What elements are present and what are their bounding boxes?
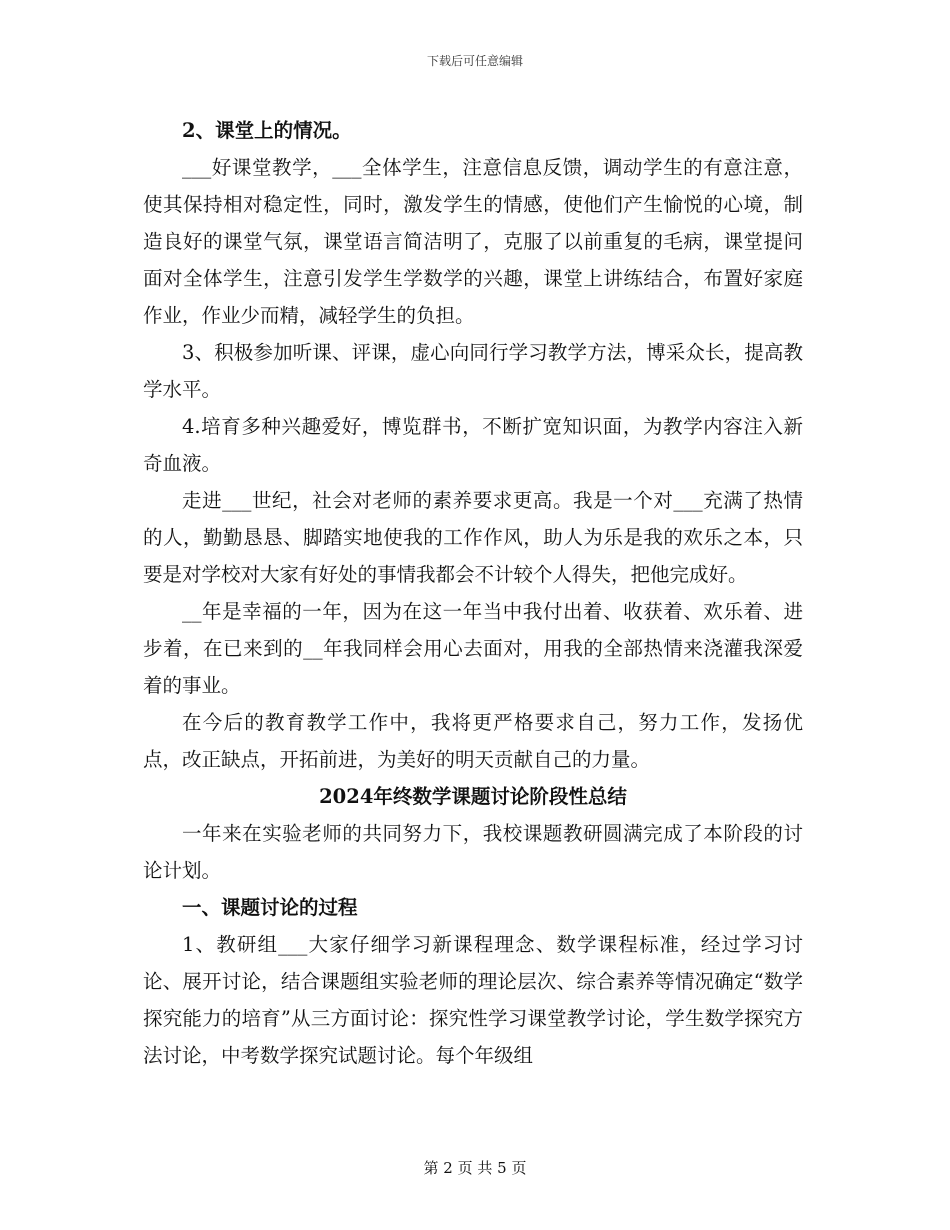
paragraph-new-century: 走进___世纪，社会对老师的素养要求更高。我是一个对___充满了热情的人，勤勤恳恳、脚踏实地使我的工作作风，助人为乐是我的欢乐之本，只要是对学校对大家有好处的事情我都会不计较个人得失，把他完成好。 (143, 489, 803, 586)
section-heading-classroom: 2、课堂上的情况。 (182, 119, 352, 142)
paragraph-happy-year: __年是幸福的一年，因为在这一年当中我付出着、收获着、欢乐着、进步着，在已来到的__年我同样会用心去面对，用我的全部热情来浇灌我深爱着的事业。 (143, 600, 803, 697)
page-number: 第 2 页 共 5 页 (423, 1159, 527, 1177)
paragraph-interests: 4.培育多种兴趣爱好，博览群书，不断扩宽知识面，为教学内容注入新奇血液。 (143, 415, 803, 475)
paragraph-lesson-observation: 3、积极参加听课、评课，虚心向同行学习教学方法，博采众长，提高教学水平。 (143, 341, 803, 401)
paragraph-intro: 一年来在实验老师的共同努力下，我校课题教研圆满完成了本阶段的讨论计划。 (143, 822, 803, 882)
paragraph-classroom-teaching: ___好课堂教学，___全体学生，注意信息反馈，调动学生的有意注意，使其保持相对稳定性，同时，激发学生的情感，使他们产生愉悦的心境，制造良好的课堂气氛，课堂语言简洁明了，克服了以前重复的毛病，课堂提问面对全体学生，注意引发学生学数学的兴趣，课堂上讲练结合，布置好家庭作业，作业少而精，减轻学生的负担。 (143, 156, 803, 327)
document-title: 2024年终数学课题讨论阶段性总结 (319, 785, 627, 808)
page-header: 下载后可任意编辑 (426, 54, 523, 68)
document-body (143, 112, 803, 1074)
section-heading-research-process: 一、课题讨论的过程 (182, 896, 358, 919)
paragraph-research-group: 1、教研组___大家仔细学习新课程理念、数学课程标准，经过学习讨论、展开讨论，结合课题组实验老师的理论层次、综合素养等情况确定“数学探究能力的培育”从三方面讨论：探究性学习课堂教学讨论，学生数学探究方法讨论，中考数学探究试题讨论。每个年级组 (143, 933, 803, 1067)
paragraph-future-work: 在今后的教育教学工作中，我将更严格要求自己，努力工作，发扬优点，改正缺点，开拓前进，为美好的明天贡献自己的力量。 (143, 711, 803, 771)
